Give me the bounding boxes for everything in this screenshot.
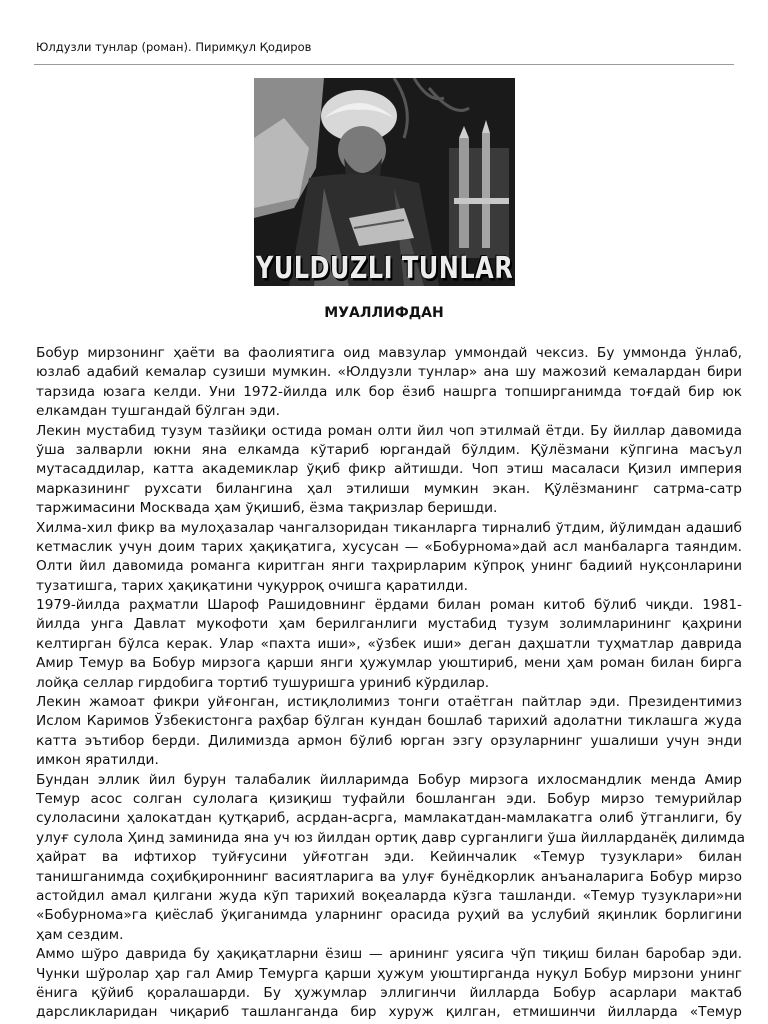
header-rule bbox=[34, 64, 734, 65]
text-line: астойдил амал қилгани жуда кўп тарихий воқеаларда кўзга ташланди. «Темур тузуклари»ни bbox=[36, 887, 742, 904]
text-line: Чунки шўролар ҳар гал Амир Темурга қарши ҳужум уюштирганда нуқул Бобур мирзони унинг bbox=[36, 965, 742, 982]
text-line: Аммо шўро даврида бу ҳақиқатларни ёзиш — арининг уясига чўп тиқиш билан баробар эди. bbox=[36, 946, 742, 963]
text-line: Олти йил давомида романга киритган янги таҳрирларим кўпроқ унинг бадиий нуқсонларини bbox=[36, 558, 742, 575]
text-line: Лекин жамоат фикри уйғонган, истиқлолимиз тонги отаётган пайтлар эди. Президентимиз bbox=[36, 694, 742, 711]
text-line: Бундан эллик йил бурун талабалик йилларимда Бобур мирзога ихлосмандлик менда Амир bbox=[36, 771, 742, 788]
text-line: елкамдан тушгандай бўлган эди. bbox=[36, 403, 280, 420]
text-line: таржимасини Москвада ҳам ўқишиб, ёзма тақризлар беришди. bbox=[36, 500, 498, 517]
section-heading: МУАЛЛИФДАН bbox=[324, 305, 444, 321]
text-line: марказининг рухсати билангина ҳал этилиши мумкин экан. Қўлёзманинг сатрма-сатр bbox=[36, 480, 742, 497]
text-line: «Бобурнома»га қиёслаб ўқиганимда уларнинг орасида руҳий ва услубий яқинлик борлигини bbox=[36, 907, 742, 924]
body-text bbox=[36, 344, 746, 1023]
text-line: Ислом Каримов Ўзбекистонга раҳбар бўлган кундан бошлаб тарихий адолатни тиклашга жуда bbox=[36, 713, 742, 730]
text-line: юзлаб адабий кемалар сузиши мумкин. «Юлдузли тунлар» ана шу мажозий кемалардан бири bbox=[36, 364, 742, 381]
text-line: тарзида юзага келди. Уни 1972-йилда илк бор ёзиб нашрга топширганимда тоғдай бир юк bbox=[36, 383, 742, 400]
text-line: танишганимда соҳибқироннинг васиятларига ва улуғ бунёдкорлик анъаналарига Бобур мирзо bbox=[36, 868, 742, 885]
text-line: Темур асос солган сулолага қизиқиш туфайли бошланган эди. Бобур мирзо темурийлар bbox=[36, 790, 742, 807]
text-line: ҳайрат ва ифтихор туйғусини уйғотган эди. Кейинчалик «Темур тузуклари» билан bbox=[36, 849, 742, 866]
running-header: Юлдузли тунлар (роман). Пиримқул Қодиров bbox=[36, 40, 312, 54]
text-line: тузатишга, тарих ҳақиқатини чуқурроқ очишга қаратилди. bbox=[36, 577, 468, 594]
text-line: сулоласини ҳалокатдан қутқариб, асрдан-асрга, мамлакатдан-мамлакатга олиб ўтганлиги, бу bbox=[36, 810, 742, 827]
text-line: кетмаслик учун доим тарих ҳақиқатига, хусусан — «Бобурнома»дай асл манбаларга таяндим. bbox=[36, 538, 742, 555]
text-line: ёнига қўйиб қоралашарди. Бу ҳужумлар эллигинчи йилларда Бобур асарлари мактаб bbox=[36, 984, 742, 1001]
text-line: 1979-йилда раҳматли Шароф Рашидовнинг ёрдами билан роман китоб бўлиб чиқди. 1981- bbox=[36, 597, 742, 614]
text-line: йилда унга Давлат мукофоти ҳам берилганлиги мустабид тузум золимларининг қаҳрини bbox=[36, 616, 742, 633]
text-line: дарсликларидан чиқариб ташланганда бир хуруж қилган, етмишинчи йилларда «Темур bbox=[36, 1004, 742, 1021]
text-line: мутасаддилар, катта академиклар ўқиб фикр айтишди. Чоп этиш масаласи Қизил империя bbox=[36, 461, 742, 478]
text-line: лойқа селлар гирдобига тортиб тушуришга уриниб кўрдилар. bbox=[36, 674, 490, 691]
text-line: ҳам сездим. bbox=[36, 926, 124, 943]
text-line: имкон яратилди. bbox=[36, 752, 159, 769]
cover-illustration bbox=[254, 78, 515, 286]
text-line: катта эътибор берди. Дилимизда армон бўлиб юрган эзгу орзуларнинг ушалиши учун энди bbox=[36, 732, 742, 749]
text-line: Бобур мирзонинг ҳаёти ва фаолиятига оид мавзулар уммондай чексиз. Бу уммонда ўнлаб, bbox=[36, 345, 742, 361]
text-line: Лекин мустабид тузум тазйиқи остида роман олти йил чоп этилмай ётди. Бу йиллар давомида bbox=[36, 422, 742, 439]
text-line: Амир Темур ва Бобур мирзога қарши янги ҳужумлар уюштириб, мени ҳам роман билан бирга bbox=[36, 655, 742, 672]
text-line: келтирган бўлса керак. Улар «пахта иши», «ўзбек иши» деган даҳшатли туҳматлар даврида bbox=[36, 635, 742, 652]
text-line: улуғ сулола Ҳинд заминида яна уч юз йилдан ортиқ давр сурганлиги ўша йилларданёқ дилимда bbox=[36, 829, 746, 846]
text-line: Хилма-хил фикр ва мулоҳазалар чангалзоридан тиканларга тирналиб ўтдим, йўлимдан адашиб bbox=[36, 519, 742, 536]
cover-title: YULDUZLI TUNLAR bbox=[255, 250, 514, 286]
text-line: ўша залварли юкни яна елкамда кўтариб юргандай бўлдим. Қўлёзмани кўпгина масъул bbox=[36, 441, 742, 458]
